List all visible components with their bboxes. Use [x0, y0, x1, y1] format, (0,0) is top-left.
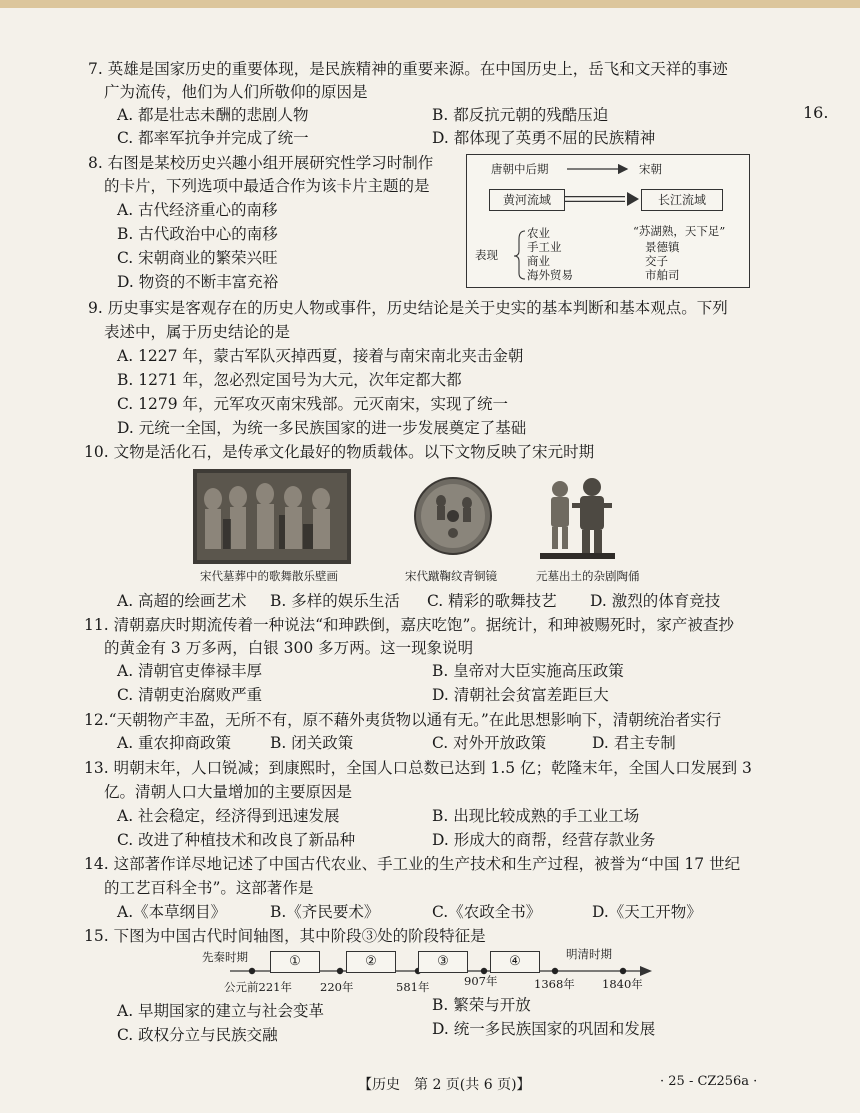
q8-option-a[interactable]: A. 古代经济重心的南移: [117, 201, 278, 219]
q11-option-d[interactable]: D. 清朝社会贫富差距巨大: [432, 686, 609, 704]
q12-option-b[interactable]: B. 闭关政策: [270, 734, 354, 752]
q8-option-d[interactable]: D. 物资的不断丰富充裕: [117, 273, 279, 291]
q10-option-a[interactable]: A. 高超的绘画艺术: [117, 592, 247, 610]
q14-option-a[interactable]: A.《本草纲目》: [117, 903, 227, 921]
q10-option-d[interactable]: D. 激烈的体育竞技: [590, 592, 721, 610]
q9-stem-line1: 9. 历史事实是客观存在的历史人物或事件，历史结论是关于史实的基本判断和基本观点。下列: [88, 299, 728, 317]
card-item-commerce: 商业: [527, 254, 550, 268]
timeline-date-220: 220年: [320, 980, 354, 994]
timeline-start-label: 先秦时期: [202, 950, 248, 964]
timeline-date-221bc: 公元前221年: [224, 980, 292, 994]
q9-option-a[interactable]: A. 1227 年，蒙古军队灭掉西夏，接着与南宋南北夹击金朝: [117, 347, 524, 365]
q8-stem-line2: 的卡片，下列选项中最适合作为该卡片主题的是: [104, 177, 430, 195]
mural-painting-icon: [193, 469, 351, 564]
card-to-region: 长江流域: [641, 189, 723, 211]
q14-stem-line2: 的工艺百科全书”。这部著作是: [104, 879, 314, 897]
q12-option-d[interactable]: D. 君主专制: [592, 734, 676, 752]
timeline-stage-2: ②: [346, 951, 396, 973]
q8-option-c[interactable]: C. 宋朝商业的繁荣兴旺: [117, 249, 278, 267]
timeline-stage-4: ④: [490, 951, 540, 973]
card-to-period: 宋朝: [639, 162, 662, 176]
timeline-stage-3: ③: [418, 951, 468, 973]
q8-option-b[interactable]: B. 古代政治中心的南移: [117, 225, 278, 243]
q10-option-c[interactable]: C. 精彩的歌舞技艺: [427, 592, 557, 610]
artifact-caption-mural: 宋代墓葬中的歌舞散乐壁画: [200, 569, 338, 583]
q15-stem-line1: 15. 下图为中国古代时间轴图，其中阶段③处的阶段特征是: [84, 927, 486, 945]
timeline-stage-1: ①: [270, 951, 320, 973]
q13-option-c[interactable]: C. 改进了种植技术和改良了新品种: [117, 831, 356, 849]
card-value-agriculture: “苏湖熟，天下足”: [633, 224, 726, 238]
q11-option-b[interactable]: B. 皇帝对大臣实施高压政策: [432, 662, 624, 680]
artifact-caption-mirror: 宋代蹴鞠纹青铜镜: [405, 569, 497, 583]
timeline-date-907: 907年: [464, 974, 498, 988]
artifact-caption-figurines: 元墓出土的杂剧陶俑: [536, 569, 640, 583]
q12-option-c[interactable]: C. 对外开放政策: [432, 734, 547, 752]
q7-option-c[interactable]: C. 都率军抗争并完成了统一: [117, 129, 309, 147]
page-footer-center: 【历史 第 2 页(共 6 页)】: [358, 1077, 531, 1093]
q7-option-d[interactable]: D. 都体现了英勇不屈的民族精神: [432, 129, 656, 147]
q9-option-d[interactable]: D. 元统一全国，为统一多民族国家的进一步发展奠定了基础: [117, 419, 527, 437]
q15-option-b[interactable]: B. 繁荣与开放: [432, 996, 531, 1014]
bronze-mirror-icon: [413, 473, 493, 559]
q8-stem-line1: 8. 右图是某校历史兴趣小组开展研究性学习时制作: [88, 154, 434, 172]
timeline-date-1840: 1840年: [602, 977, 643, 991]
q11-option-c[interactable]: C. 清朝吏治腐败严重: [117, 686, 263, 704]
research-card: [466, 154, 750, 288]
q13-stem-line2: 亿。清朝人口大量增加的主要原因是: [104, 783, 353, 801]
card-value-commerce: 交子: [645, 254, 668, 268]
card-label: 表现: [475, 248, 498, 262]
q13-stem-line1: 13. 明朝末年，人口锐减；到康熙时，全国人口总数已达到 1.5 亿；乾隆末年，全国人口发展到 3: [84, 759, 752, 777]
q7-stem-line1: 7. 英雄是国家历史的重要体现，是民族精神的重要来源。在中国历史上，岳飞和文天祥的事迹: [88, 60, 728, 78]
pottery-figurines-icon: [540, 473, 615, 561]
timeline-date-581: 581年: [396, 980, 430, 994]
q14-option-c[interactable]: C.《农政全书》: [432, 903, 542, 921]
q14-option-d[interactable]: D.《天工开物》: [592, 903, 702, 921]
timeline-date-1368: 1368年: [534, 977, 575, 991]
q7-stem-line2: 广为流传，他们为人们所敬仰的原因是: [104, 83, 368, 101]
q14-stem-line1: 14. 这部著作详尽地记述了中国古代农业、手工业的生产技术和生产过程，被誉为“中国 17 世纪: [84, 855, 741, 873]
q15-option-d[interactable]: D. 统一多民族国家的巩固和发展: [432, 1020, 656, 1038]
q13-option-b[interactable]: B. 出现比较成熟的手工业工场: [432, 807, 640, 825]
q9-option-c[interactable]: C. 1279 年，元军攻灭南宋残部。元灭南宋，实现了统一: [117, 395, 509, 413]
card-item-handicraft: 手工业: [527, 240, 562, 254]
card-item-overseas-trade: 海外贸易: [527, 268, 573, 282]
card-item-agriculture: 农业: [527, 226, 550, 240]
next-column-question-number: 16.: [803, 103, 829, 122]
q12-stem-line1: 12.“天朝物产丰盈，无所不有，原不藉外夷货物以通有无。”在此思想影响下，清朝统治者实行: [84, 711, 722, 729]
q15-option-a[interactable]: A. 早期国家的建立与社会变革: [117, 1002, 325, 1020]
card-from-period: 唐朝中后期: [491, 162, 549, 176]
q15-option-c[interactable]: C. 政权分立与民族交融: [117, 1026, 278, 1044]
timeline-end-label: 明清时期: [566, 947, 612, 961]
q9-option-b[interactable]: B. 1271 年，忽必烈定国号为大元，次年定都大都: [117, 371, 462, 389]
q10-option-b[interactable]: B. 多样的娱乐生活: [270, 592, 400, 610]
q7-option-b[interactable]: B. 都反抗元朝的残酷压迫: [432, 106, 609, 124]
card-from-region: 黄河流域: [489, 189, 565, 211]
timeline-figure: [190, 945, 660, 1000]
q11-option-a[interactable]: A. 清朝官吏俸禄丰厚: [117, 662, 263, 680]
q11-stem-line2: 的黄金有 3 万多两，白银 300 多万两。这一现象说明: [104, 639, 474, 657]
card-value-handicraft: 景德镇: [645, 240, 680, 254]
q7-option-a[interactable]: A. 都是壮志未酬的悲剧人物: [117, 106, 309, 124]
q13-option-a[interactable]: A. 社会稳定，经济得到迅速发展: [117, 807, 340, 825]
q10-stem-line1: 10. 文物是活化石，是传承文化最好的物质载体。以下文物反映了宋元时期: [84, 443, 595, 461]
q9-stem-line2: 表述中，属于历史结论的是: [104, 323, 291, 341]
page-footer-code: · 25 - CZ256a ·: [660, 1074, 758, 1089]
q14-option-b[interactable]: B.《齐民要术》: [270, 903, 380, 921]
q13-option-d[interactable]: D. 形成大的商帮，经营存款业务: [432, 831, 656, 849]
card-value-overseas-trade: 市舶司: [645, 268, 680, 282]
q11-stem-line1: 11. 清朝嘉庆时期流传着一种说法“和珅跌倒，嘉庆吃饱”。据统计，和珅被赐死时，家产被查抄: [84, 616, 734, 634]
q12-option-a[interactable]: A. 重农抑商政策: [117, 734, 232, 752]
